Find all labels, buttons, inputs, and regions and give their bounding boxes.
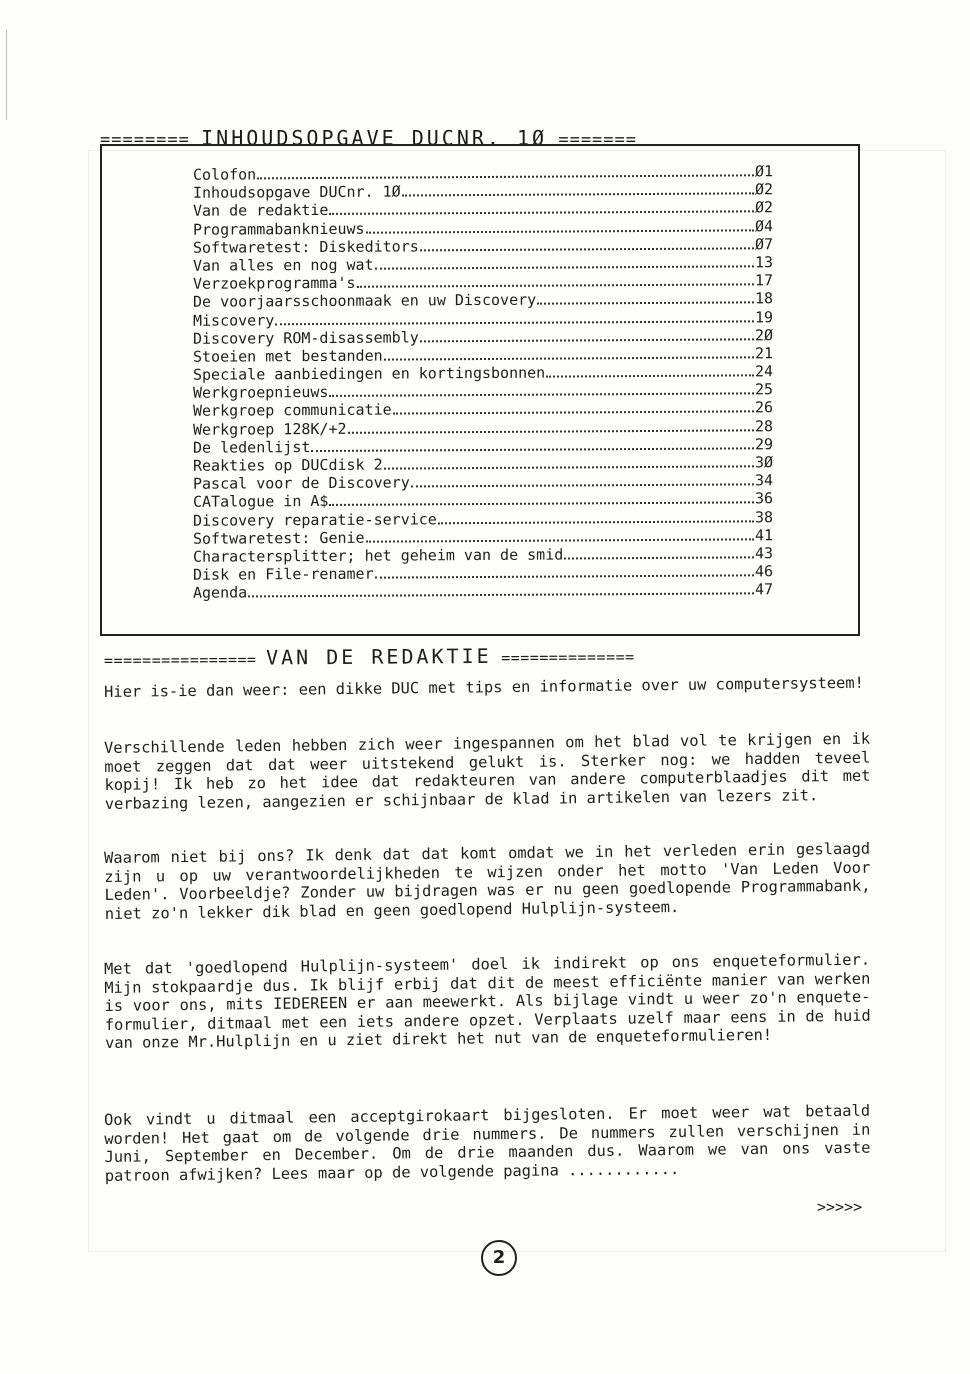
toc-leader-dots bbox=[248, 581, 754, 598]
toc-leader-dots bbox=[564, 544, 754, 559]
toc-entry-page: 17 bbox=[754, 271, 773, 290]
toc-leader-dots bbox=[275, 308, 754, 325]
toc-entry-page: 21 bbox=[754, 344, 773, 363]
editorial-title: VAN DE REDAKTIE bbox=[265, 643, 492, 670]
page-number-badge: 2 bbox=[481, 1240, 517, 1276]
toc-entry-title: Softwaretest: Genie bbox=[193, 528, 365, 548]
toc-entry-page: 13 bbox=[754, 253, 773, 272]
toc-entry-title: De ledenlijst bbox=[193, 437, 311, 457]
toc-entry-page: 46 bbox=[754, 562, 773, 581]
toc-entry-title: Inhoudsopgave DUCnr. 1Ø bbox=[193, 182, 401, 202]
toc-title: INHOUDSOPGAVE DUCNR. 1Ø bbox=[201, 126, 548, 150]
continue-marker: >>>>> bbox=[817, 1198, 863, 1216]
toc-entry-title: Discovery ROM-disassembly bbox=[193, 328, 419, 348]
toc-entry-page: 19 bbox=[754, 307, 773, 326]
toc-leader-dots bbox=[366, 217, 754, 233]
toc-entry-title: Werkgroepnieuws bbox=[193, 383, 329, 403]
toc-entry-page: 2Ø bbox=[754, 325, 773, 345]
toc-entry-page: 41 bbox=[754, 525, 773, 545]
toc-leader-dots bbox=[357, 271, 754, 287]
toc-entry-page: 26 bbox=[754, 398, 773, 417]
toc-leader-dots bbox=[438, 508, 754, 524]
toc-leader-dots bbox=[375, 562, 754, 578]
editorial-paragraph: Met dat 'goedlopend Hulplijn-systeem' doel ik indirekt op ons enqueteformulier. Mijn stokpaardje dus. Ik blijf erbij dat dit de meest efficiënte manier van werken is voor ons, mits IEDEREEN er aan meewerkt. Als bijlage vindt u weer zo'n enquete-formulier, ditmaal met een iets andere opzet. Verplaats uzelf maar eens in de huid van onze Mr.Hulplijn en u ziet direkt het nut van de enqueteformulieren! bbox=[104, 950, 871, 1053]
toc-entry-page: 18 bbox=[754, 289, 773, 308]
toc-entry-title: Pascal voor de Discovery bbox=[193, 473, 410, 493]
toc-entry-title: Miscovery bbox=[193, 310, 275, 330]
toc-entry-title: Discovery reparatie-service bbox=[193, 509, 437, 530]
editorial-header-rule-right: ============== bbox=[501, 647, 635, 667]
toc-leader-dots bbox=[420, 326, 754, 342]
toc-entry-page: 24 bbox=[754, 362, 773, 381]
toc-entry-title: Charactersplitter; het geheim van de smid bbox=[193, 545, 564, 566]
toc-entry-page: 3Ø bbox=[754, 453, 773, 472]
editorial-paragraph: Ook vindt u ditmaal een acceptgirokaart bijgesloten. Er moet weer wat betaald worden! Het gaat om de volgende drie nummers. De nummers zullen verschijnen in Juni, September en December. Om de drie maanden dus. Waarom we van ons vaste patroon afwijken? Lees maar op de volgende pagina ............ bbox=[104, 1101, 871, 1185]
toc-entry bbox=[193, 581, 773, 603]
toc-entry-title: Colofon bbox=[193, 165, 257, 184]
toc-entry-title: Werkgroep communicatie bbox=[193, 400, 392, 421]
toc-entry-title: Van de redaktie bbox=[193, 201, 329, 221]
toc-entry-title: Disk en File-renamer bbox=[193, 564, 374, 584]
toc-entry-page: 47 bbox=[754, 580, 773, 599]
toc-header-rule-left: ======== bbox=[100, 130, 190, 150]
toc-entry-title: Reakties op DUCdisk 2 bbox=[193, 455, 383, 475]
toc-entry-title: Programmabanknieuws bbox=[193, 219, 365, 239]
toc-leader-dots bbox=[366, 526, 754, 542]
toc-leader-dots bbox=[537, 290, 754, 305]
toc-leader-dots bbox=[257, 162, 754, 179]
toc-entry-page: Ø2 bbox=[754, 198, 773, 217]
toc-leader-dots bbox=[384, 453, 754, 469]
toc-entry-title: Verzoekprogramma's bbox=[193, 273, 356, 293]
toc-leader-dots bbox=[420, 235, 754, 251]
toc-entry-title: Agenda bbox=[193, 583, 248, 603]
toc-leader-dots bbox=[384, 344, 754, 360]
toc-entry-page: 28 bbox=[754, 416, 773, 435]
toc-leader-dots bbox=[411, 472, 754, 488]
toc-entry-title: Softwaretest: Diskeditors bbox=[193, 237, 419, 257]
toc-list bbox=[193, 164, 773, 601]
toc-entry-page: 43 bbox=[754, 544, 773, 563]
toc-leader-dots bbox=[402, 181, 754, 197]
editorial-paragraph: Hier is-ie dan weer: een dikke DUC met tips en informatie over uw computersysteem! bbox=[104, 673, 864, 701]
toc-leader-dots bbox=[329, 490, 753, 507]
toc-leader-dots bbox=[348, 417, 754, 433]
toc-entry-page: Ø7 bbox=[754, 234, 773, 254]
toc-leader-dots bbox=[329, 381, 753, 398]
editorial-header-rule-left: ================ bbox=[103, 650, 257, 670]
toc-entry-title: Stoeien met bestanden bbox=[193, 346, 383, 366]
toc-entry-title: De voorjaarsschoonmaak en uw Discovery bbox=[193, 290, 537, 312]
scan-edge-mark bbox=[6, 30, 7, 120]
toc-entry-page: 25 bbox=[754, 380, 773, 399]
toc-entry-page: Ø1 bbox=[754, 162, 773, 181]
toc-entry-page: 29 bbox=[754, 435, 773, 454]
toc-entry-title: CATalogue in A$ bbox=[193, 492, 329, 512]
toc-entry-title: Van alles en nog wat bbox=[193, 255, 374, 275]
toc-entry-page: 38 bbox=[754, 507, 773, 526]
editorial-paragraph: Waarom niet bij ons? Ik denk dat dat komt omdat we in het verleden erin geslaagd zijn u op uw verantwoordelijkheden te wijzen onder het motto 'Van Leden Voor Leden'. Voorbeeldje? Zonder uw bijdragen was er nu geen goedlopende Programmabank, niet zo'n lekker dik blad en geen goedlopend Hulplijn-systeem. bbox=[104, 839, 871, 923]
toc-leader-dots bbox=[393, 399, 754, 415]
toc-leader-dots bbox=[311, 435, 754, 452]
toc-leader-dots bbox=[375, 253, 754, 269]
toc-entry-title: Speciale aanbiedingen en kortingsbonnen bbox=[193, 363, 546, 384]
toc-entry-page: Ø2 bbox=[754, 180, 773, 199]
toc-entry-page: 36 bbox=[754, 489, 773, 508]
toc-entry-page: 34 bbox=[754, 471, 773, 490]
editorial-paragraph: Verschillende leden hebben zich weer ingespannen om het blad vol te krijgen en ik moet zeggen dat dat weer uitstekend gelukt is. Sterker nog: we hadden teveel kopij! Ik heb zo het idee dat redakteuren van andere computerblaadjes dit met verbazing lezen, aangezien er schijnbaar de klad in artikelen van lezers zit. bbox=[104, 729, 871, 813]
toc-leader-dots bbox=[329, 199, 753, 216]
toc-leader-dots bbox=[546, 362, 754, 377]
toc-header-rule-right: ======= bbox=[558, 130, 637, 150]
toc-entry-title: Werkgroep 128K/+2 bbox=[193, 419, 347, 439]
toc-entry-page: Ø4 bbox=[754, 216, 773, 235]
